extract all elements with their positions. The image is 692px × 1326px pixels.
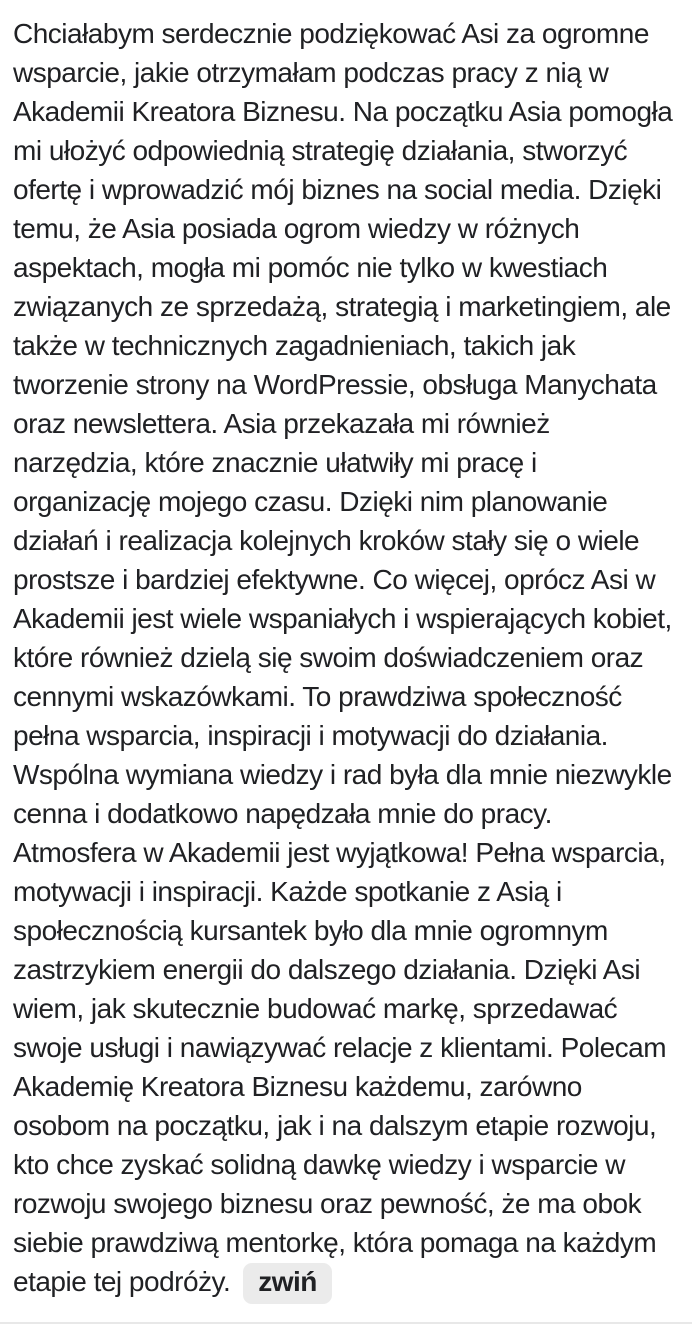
review-line: cenna i dodatkowo napędzała mnie do pracy. (13, 798, 552, 829)
review-line: cennymi wskazówkami. To prawdziwa społeczność (13, 681, 622, 712)
review-line: prostsze i bardziej efektywne. Co więcej, oprócz Asi w (13, 564, 656, 595)
review-line: kto chce zyskać solidną dawkę wiedzy i wsparcie w (13, 1149, 625, 1180)
collapse-button[interactable]: zwiń (243, 1263, 332, 1304)
review-line: Akademii Kreatora Biznesu. Na początku Asia pomogła (13, 96, 673, 127)
review-line: motywacji i inspiracji. Każde spotkanie z Asią i (13, 876, 562, 907)
review-line: rozwoju swojego biznesu oraz pewność, że ma obok (13, 1188, 642, 1219)
review-line: związanych ze sprzedażą, strategią i marketingiem, ale (13, 291, 671, 322)
review-line: zastrzykiem energii do dalszego działania. Dzięki Asi (13, 954, 641, 985)
review-line: aspektach, mogła mi pomóc nie tylko w kwestiach (13, 252, 608, 283)
review-line: swoje usługi i nawiązywać relacje z klientami. Polecam (13, 1032, 667, 1063)
review-line: mi ułożyć odpowiednią strategię działania, stworzyć (13, 135, 628, 166)
bottom-divider (0, 1322, 692, 1324)
review-line: ofertę i wprowadzić mój biznes na social media. Dzięki (13, 174, 662, 205)
review-line: działań i realizacja kolejnych kroków stały się o wiele (13, 525, 640, 556)
review-line: organizację mojego czasu. Dzięki nim planowanie (13, 486, 608, 517)
review-line: Chciałabym serdecznie podziękować Asi za ogromne (13, 18, 649, 49)
review-line: Atmosfera w Akademii jest wyjątkowa! Pełna wsparcia, (13, 837, 666, 868)
review-line: pełna wsparcia, inspiracji i motywacji do działania. (13, 720, 608, 751)
review-line: Akademii jest wiele wspaniałych i wspierających kobiet, (13, 603, 672, 634)
review-line: oraz newslettera. Asia przekazała mi również (13, 408, 550, 439)
review-line: które również dzielą się swoim doświadczeniem oraz (13, 642, 644, 673)
review-line: temu, że Asia posiada ogrom wiedzy w różnych (13, 213, 580, 244)
review-line: Akademię Kreatora Biznesu każdemu, zarówno (13, 1071, 582, 1102)
review-line: siebie prawdziwą mentorkę, która pomaga na każdym (13, 1227, 657, 1258)
review-line: wsparcie, jakie otrzymałam podczas pracy z nią w (13, 57, 609, 88)
review-line: tworzenie strony na WordPressie, obsługa Manychata (13, 369, 657, 400)
review-line: Wspólna wymiana wiedzy i rad była dla mnie niezwykle (13, 759, 672, 790)
review-line: osobom na początku, jak i na dalszym etapie rozwoju, (13, 1110, 657, 1141)
review-line: także w technicznych zagadnieniach, takich jak (13, 330, 576, 361)
review-line: etapie tej podróży. (13, 1266, 231, 1297)
review-line: społecznością kursantek było dla mnie ogromnym (13, 915, 608, 946)
review-line: wiem, jak skutecznie budować markę, sprzedawać (13, 993, 618, 1024)
review-line: narzędzia, które znacznie ułatwiły mi pracę i (13, 447, 537, 478)
